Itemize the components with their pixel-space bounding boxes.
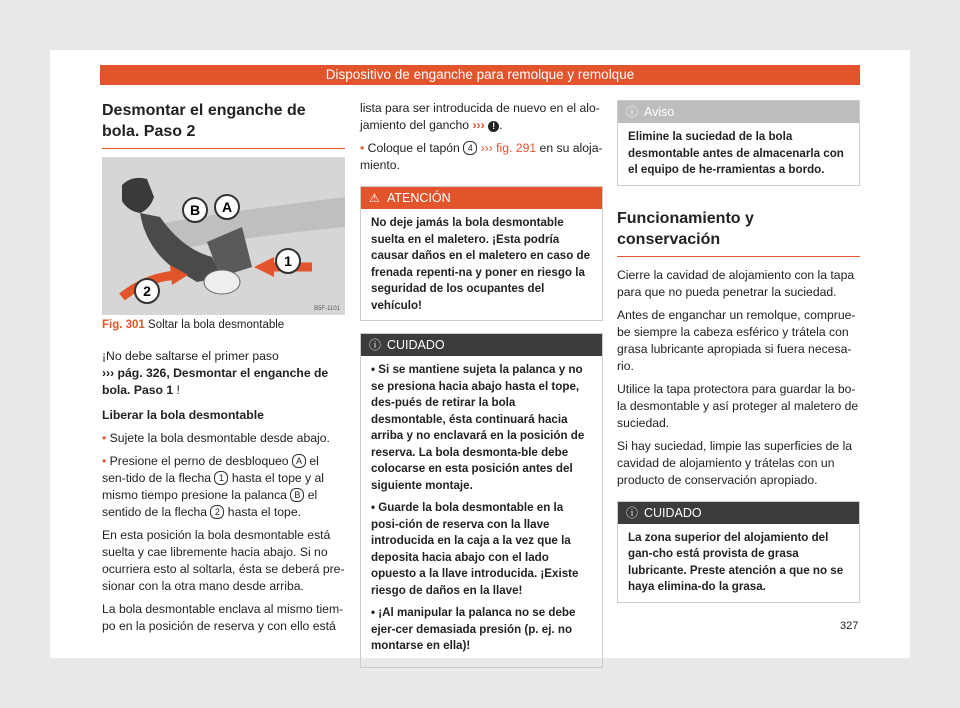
caution-bullet-1: • Si se mantiene sujeta la palanca y no se presiona hacia abajo hasta el tope, des-pués de retirar la bola desmontable, ésta continuará hacia arriba y no enclavará en la posición de reserva. La bola desmonta-ble debe colocarse en esta posición antes del siguiente montaje. (371, 363, 585, 492)
warning-triangle-icon: ⚠ (369, 191, 380, 205)
reference-arrows[interactable]: ››› (472, 118, 485, 132)
bullet-2-text-a: Presione el perno de desbloqueo (109, 454, 292, 468)
section-heading-desmontar: Desmontar el enganche de bola. Paso 2 (102, 100, 345, 149)
figure-caption (102, 317, 345, 334)
info-square-icon: ⓘ (626, 105, 639, 119)
callout-4: 4 (463, 141, 477, 155)
cross-reference-link[interactable]: ››› pág. 326, Desmontar el enganche de bola. Paso 1 (102, 366, 329, 397)
bullet-1-text: Sujete la bola desmontable desde abajo. (109, 431, 330, 445)
continued-text: lista para ser introducida de nuevo en el alo-jamiento del gancho (360, 101, 600, 132)
bullet-2-text-e: hasta el tope. (224, 505, 301, 519)
info-circle-icon: ⓘ (626, 505, 639, 520)
intro-end: ! (173, 383, 180, 397)
caution-bullet-3: • ¡Al manipular la palanca no se debe ejer-cer demasiada presión (p. ej. no montarse en ella)! (371, 606, 576, 652)
paragraph-c3-2: Antes de enganchar un remolque, comprue-be siempre la cabeza esférico y trátela con grasa lubricante apropiada si fuera necesa-rio. (617, 307, 856, 373)
column-1 (102, 100, 345, 641)
figure-code: B5F-1101 (314, 306, 340, 312)
figure-number: Fig. 301 (102, 319, 145, 331)
callout-1: 1 (214, 471, 228, 485)
intro-text: ¡No debe saltarse el primer paso (102, 349, 279, 363)
bullet-tapon-text-c: en su aloja-miento. (360, 141, 603, 172)
note-text: Elimine la suciedad de la bola desmontable antes de almacenarla con el equipo de he-rramientas a bordo. (628, 130, 844, 176)
towbar-illustration (102, 157, 345, 315)
caution-bullet-1-text: Si se mantiene sujeta la palanca y no se presiona hacia abajo hasta el tope, des-pués de retirar la bola desmontable, ésta continuará hacia arriba y no enclavará en la posición de reserva. La bola desmonta-ble debe colocarse en esta posición antes del siguiente montaje. (371, 363, 585, 492)
warning-reference-icon[interactable]: ! (488, 121, 499, 132)
caution-bullet-3-text: ¡Al manipular la palanca no se debe ejer-cer demasiada presión (p. ej. no montarse en ella)! (371, 606, 576, 652)
caution-box-2 (617, 501, 860, 603)
caution-bullet-2: • Guarde la bola desmontable en la posi-ción de reserva con la llave introducida en la caja a la vez que la deposita hacia abajo con el lado opuesto a la llave introducida. ¡Existe riesgo de daños en la llave! (371, 501, 579, 597)
bullet-2 (102, 453, 345, 521)
paragraph-continued (360, 100, 603, 134)
column-3 (617, 100, 860, 615)
continued-end: . (499, 118, 503, 132)
section-heading-funcionamiento: Funcionamiento y conservación (617, 208, 860, 257)
page-header: Dispositivo de enganche para remolque y remolque (100, 65, 860, 85)
figure-caption-text: Soltar la bola desmontable (148, 319, 285, 331)
bullet-icon: • (360, 141, 365, 155)
bullet-2-text-d: el sentido de la flecha (102, 488, 318, 519)
caution-header (361, 334, 602, 356)
label-b: B (189, 202, 201, 218)
caution-title-2: CUIDADO (644, 505, 702, 520)
note-header (618, 101, 859, 123)
warning-header (361, 187, 602, 209)
paragraph-c3-1: Cierre la cavidad de alojamiento con la tapa para que no pueda penetrar la suciedad. (617, 267, 855, 299)
bullet-tapon (360, 140, 603, 174)
bullet-icon: • (102, 454, 107, 468)
warning-title: ATENCIÓN (387, 191, 451, 205)
paragraph-c3-4: Si hay suciedad, limpie las superficies de la cavidad de alojamiento y trátelas con un producto de conservación apropiado. (617, 438, 853, 487)
label-2: 2 (143, 283, 151, 299)
caution-bullet-2-text: Guarde la bola desmontable en la posi-ción de reserva con la llave introducida en la caja a la vez que la deposita hacia abajo con el lado opuesto a la llave introducida. ¡Existe riesgo de daños en la llave! (371, 501, 579, 597)
callout-2: 2 (210, 505, 224, 519)
note-title: Aviso (644, 105, 675, 119)
note-box (617, 100, 860, 186)
paragraph-c3-3: Utilice la tapa protectora para guardar la bo-la desmontable y así proteger al maletero de suciedad. (617, 381, 859, 430)
bullet-1 (102, 430, 345, 447)
figure-reference-link[interactable]: ››› fig. 291 (477, 141, 537, 155)
bullet-tapon-text-a: Coloque el tapón (367, 141, 464, 155)
page-number: 327 (840, 620, 859, 632)
callout-b: B (290, 488, 304, 502)
paragraph-2: En esta posición la bola desmontable está suelta y cae libremente hacia abajo. Si no ocurriera esto al soltarla, ésta se deberá pre-sionar con la otra mano desde arriba. (102, 528, 345, 593)
paragraph-3: La bola desmontable enclava al mismo tiem-po en la posición de reserva y con ello está (102, 602, 344, 633)
figure-301 (102, 157, 345, 315)
info-circle-icon: ⓘ (369, 338, 382, 352)
callout-a: A (292, 454, 306, 468)
caution-body (361, 356, 602, 667)
label-1: 1 (284, 253, 292, 269)
warning-box (360, 186, 603, 321)
caution-box (360, 333, 603, 668)
paragraph-intro (102, 348, 345, 399)
bullet-icon: • (102, 431, 107, 445)
bullet-2-text-c: hasta el tope y al mismo tiempo presione la palanca (102, 471, 324, 502)
caution-header-2 (618, 502, 859, 524)
column-2 (360, 100, 603, 680)
bullet-2-text-b: el sen-tido de la flecha (102, 454, 319, 485)
warning-text: No deje jamás la bola desmontable suelta en el maletero. ¡Esta podría causar daños en el maletero en caso de frenada repenti-na y poner en riesgo la seguridad de los ocupantes del vehículo! (371, 216, 591, 312)
label-a: A (221, 199, 233, 215)
caution-text-2: La zona superior del alojamiento del gan-cho está provista de grasa lubricante. Preste atención a que no se haya elimina-do la grasa. (628, 530, 844, 593)
subheading-liberar: Liberar la bola desmontable (102, 408, 264, 422)
caution-title: CUIDADO (387, 338, 445, 352)
